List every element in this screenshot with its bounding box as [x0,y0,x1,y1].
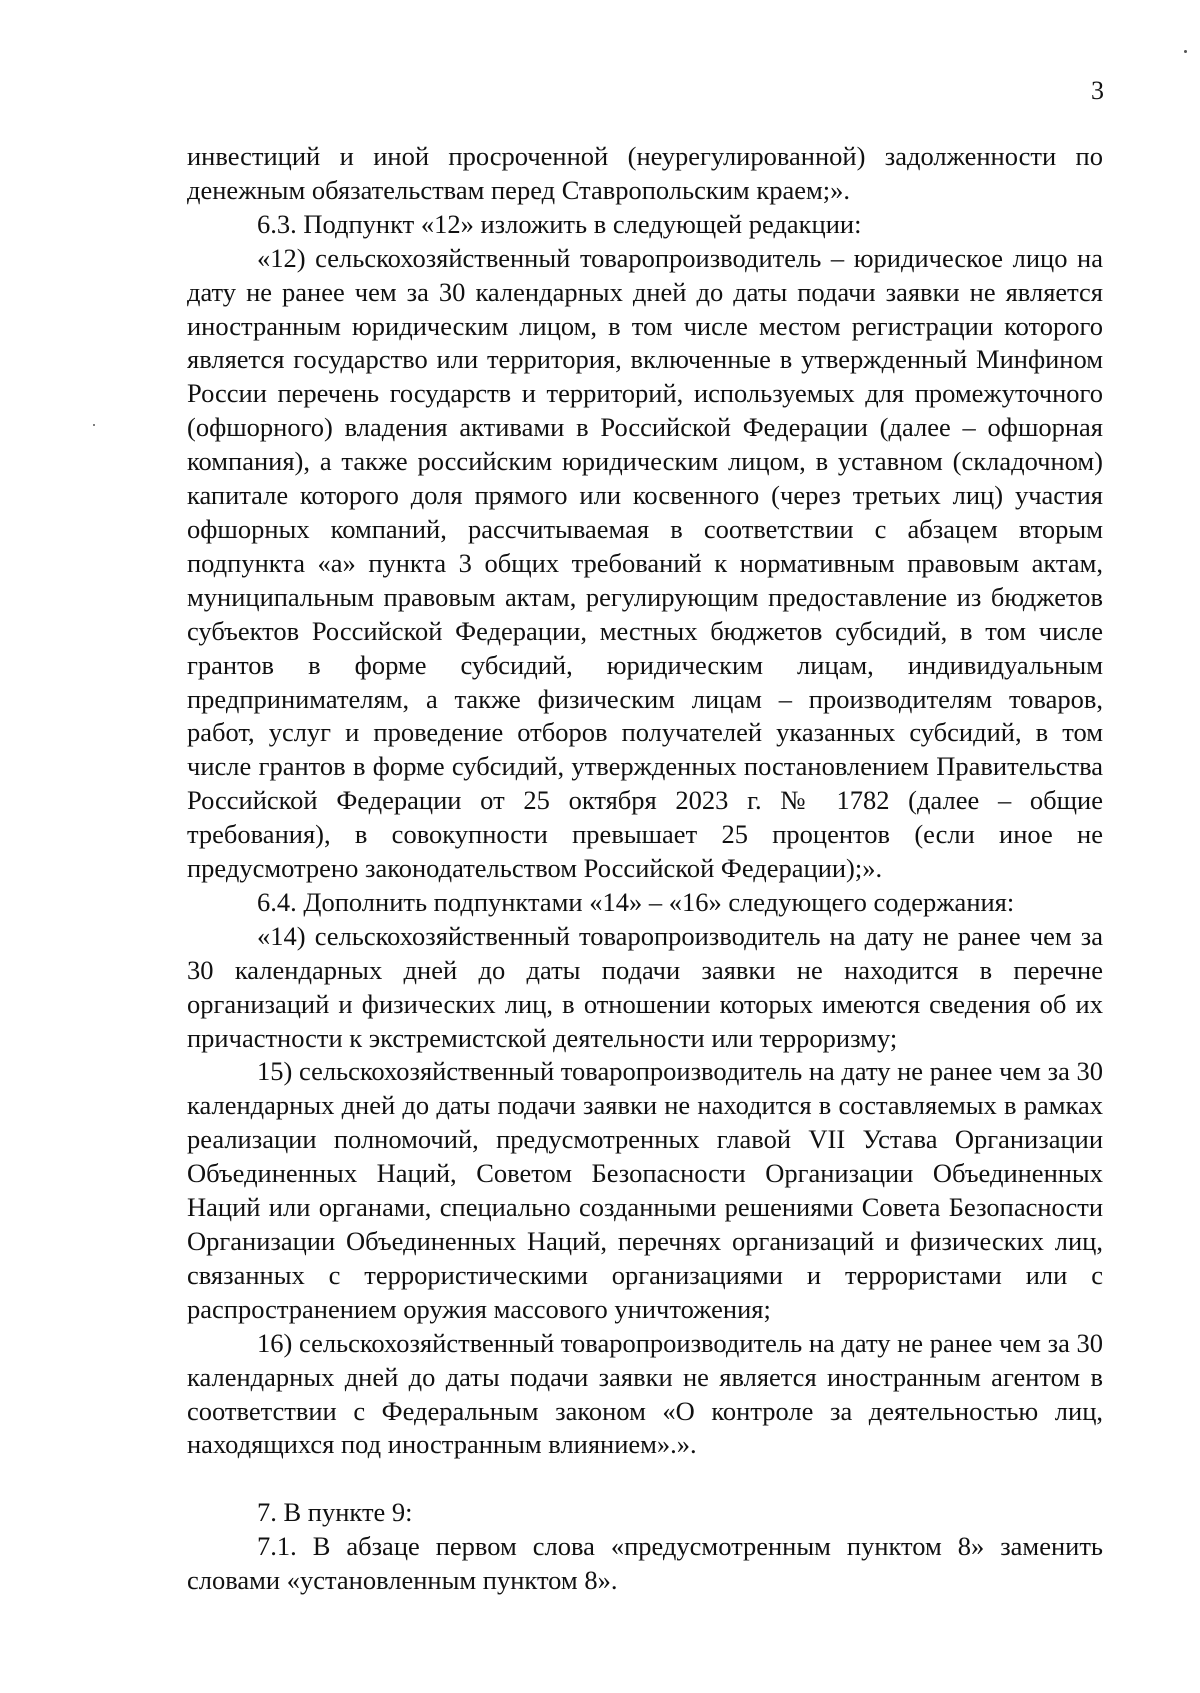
paragraph-subitem-14: «14) сельскохозяйственный товаропроизводитель на дату не ранее чем за 30 календарных дней до даты подачи заявки не находится в перечне организаций и физических лиц, в отношении которых имеются сведения об их причастности к экстремистской деятельности или терроризму; [187,920,1103,1053]
page-number: 3 [1091,76,1104,105]
paragraph-continuation: инвестиций и иной просроченной (неурегулированной) задолженности по денежным обязательствам перед Ставропольским краем;». [187,141,1103,205]
scan-speck [1184,50,1187,53]
paragraph-7-1: 7.1. В абзаце первом слова «предусмотренным пунктом 8» заменить словами «установленным пунктом 8». [187,1531,1103,1596]
document-body [187,140,1103,1598]
paragraph-subitem-12: «12) сельскохозяйственный товаропроизводитель – юридическое лицо на дату не ранее чем за 30 календарных дней до даты подачи заявки не является иностранным юридическим лицом, в том числе местом регистрации которого является государство или территория, включенные в утвержденный Минфином России перечень государств и территорий, используемых для промежуточного (офшорного) владения активами в Российской Федерации (далее – офшорная компания), а также российским юридическим лицом, в уставном (складочном) капитале которого доля прямого или косвенного (через третьих лиц) участия офшорных компаний, рассчитываемая в соответствии с абзацем вторым подпункта «а» пункта 3 общих требований к нормативным правовым актам, муниципальным правовым актам, регулирующим предоставление из бюджетов субъектов Российской Федерации, местных бюджетов субсидий, в том числе грантов в форме субсидий, юридическим лицам, индивидуальным предпринимателям, а также физическим лицам – производителям товаров, работ, услуг и проведение отборов получателей указанных субсидий, в том числе грантов в форме субсидий, утвержденных постановлением Правительства Российской Федерации от 25 октября 2023 г. № 1782 (далее – общие требования), в совокупности превышает 25 процентов (если иное не предусмотрено законодательством Российской Федерации);». [187,242,1103,884]
paragraph-6-3: 6.3. Подпункт «12» изложить в следующей редакции: [257,208,862,239]
paragraph-7: 7. В пункте 9: [257,1497,413,1528]
scan-speck [93,424,95,426]
paragraph-subitem-16: 16) сельскохозяйственный товаропроизводитель на дату не ранее чем за 30 календарных дней до даты подачи заявки не является иностранным агентом в соответствии с Федеральным законом «О контроле за деятельностью лиц, находящихся под иностранным влиянием».». [187,1327,1103,1460]
paragraph-6-4: 6.4. Дополнить подпунктами «14» – «16» следующего содержания: [257,886,1015,917]
paragraph-subitem-15: 15) сельскохозяйственный товаропроизводитель на дату не ранее чем за 30 календарных дней до даты подачи заявки не находится в составляемых в рамках реализации полномочий, предусмотренных главой VII Устава Организации Объединенных Наций, Советом Безопасности Организации Объединенных Наций или органами, специально созданными решениями Совета Безопасности Организации Объединенных Наций, перечнях организаций и физических лиц, связанных с террористическими организациями и террористами или с распространением оружия массового уничтожения; [187,1056,1103,1324]
